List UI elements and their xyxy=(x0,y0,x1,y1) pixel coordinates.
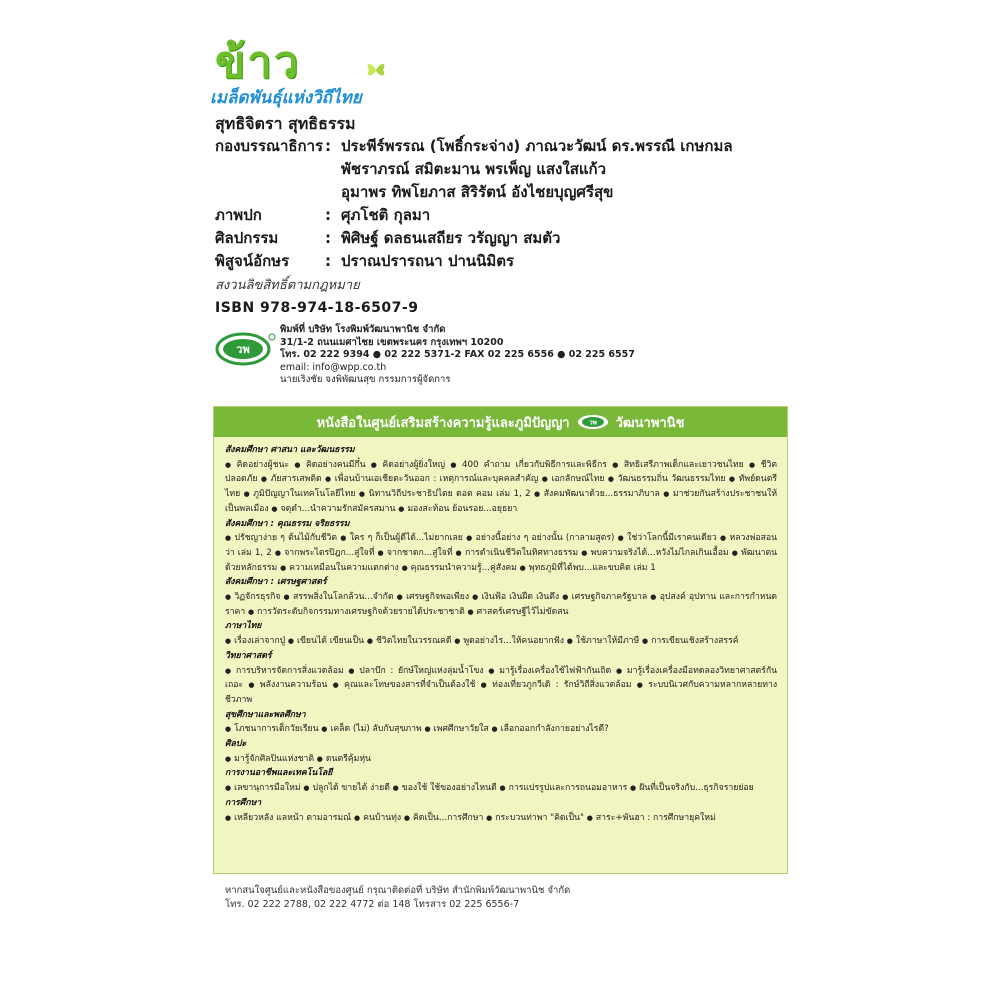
book-title: ● จากชาดก...สู่ใจที่ xyxy=(378,548,453,558)
book-title: ● คิดอย่างผู้ยิ่งใหญ่ xyxy=(371,460,445,470)
publisher-line: 31/1-2 ถนนเมศาไชย เขตพระนคร กรุงเทพฯ 10200 xyxy=(280,336,504,348)
isbn: ISBN 978-974-18-6507-9 xyxy=(215,300,419,316)
category-items xyxy=(225,590,777,619)
book-title: ● มารู้เรื่องเครื่องใช้ไฟฟ้ากันเถิด xyxy=(488,666,611,676)
book-title: ● เขียนได้ เขียนเป็น xyxy=(288,636,364,646)
credit-value: ปราณปรารถนา ปานนิมิตร xyxy=(341,252,515,270)
book-title: ● เรื่องเล่าจากปู่ xyxy=(225,636,285,646)
book-title: ● คิดอย่างผู้ชนะ xyxy=(225,460,289,470)
book-logo xyxy=(210,37,415,120)
category-items xyxy=(225,781,777,796)
publisher-info xyxy=(280,324,635,387)
book-title: ● ภัยสารเสพติด xyxy=(261,474,322,484)
credit-label: ภาพปก xyxy=(215,206,262,224)
book-title: ● 400 คำถาม เกี่ยวกับพิธีการและพิธีกร xyxy=(450,460,607,470)
book-title: ● เอกลักษณ์ไทย xyxy=(542,474,605,484)
publisher-line: โทร. 02 222 9394 ● 02 222 5371-2 FAX 02 225 6556 ● 02 225 6557 xyxy=(280,349,635,360)
book-title: ● ความเหมือนในความแตกต่าง xyxy=(280,563,399,573)
credit-value: ศุภโชติ กุลมา xyxy=(341,206,431,224)
credit-colon: : xyxy=(325,137,331,155)
category-items xyxy=(225,811,777,826)
book-list-header-text: หนังสือในศูนย์เสริมสร้างความรู้และภูมิปัญญา xyxy=(316,415,570,431)
book-title: ● เหลียวหลัง แลหน้า ตามอารมณ์ xyxy=(225,813,351,823)
book-title: ● พบความจริงได้...หวังไม่ไกลเกินเอื้อม xyxy=(581,548,728,558)
category-items xyxy=(225,634,777,649)
book-title: ● คิดอย่างคนมีกึ๋น xyxy=(294,460,365,470)
category-items xyxy=(225,722,777,737)
book-title: ● เลขานุการมือใหม่ xyxy=(225,783,301,793)
author-name: สุทธิจิตรา สุทธิธรรม xyxy=(215,114,356,133)
credit-row xyxy=(215,158,975,181)
mini-logo-text: วพ xyxy=(588,418,597,427)
book-title: ● เพื่อนบ้านเอเชียตะวันออก : เหตุการณ์และบุคคลสำคัญ xyxy=(325,474,538,484)
logo-title: ข้าว xyxy=(215,37,301,88)
category-title: สุขศึกษาและพลศึกษา xyxy=(225,709,306,720)
book-title: ● สาระ+พันฮา : การศึกษายุคใหม่ xyxy=(587,813,716,823)
book-title: ● ภูมิปัญญาในเทคโนโลยีไทย xyxy=(244,489,356,499)
category-items xyxy=(225,664,777,708)
credit-colon: : xyxy=(325,206,331,224)
book-title: ● พัฒนาตนด้วยหลักธรรม xyxy=(225,548,777,573)
mini-publisher-logo xyxy=(576,414,610,430)
book-title: ● กระบวนท่าพา "คิดเป็น" xyxy=(486,813,584,823)
footer-line: โทร. 02 222 2788, 02 222 4772 ต่อ 148 โทรสาร 02 225 6556-7 xyxy=(225,899,520,910)
book-title: ● โภชนาการเด็กวัยเรียน xyxy=(225,724,319,734)
category-title: ภาษาไทย xyxy=(225,621,262,632)
book-title: ● มองสะท้อน ย้อนรอย...อยุธยา xyxy=(398,504,517,514)
book-title: ● สังคมพัฒนาด้วย...ธรรมาภิบาล xyxy=(534,489,660,499)
book-title: ● คนบ้านทุ่ง xyxy=(354,813,401,823)
book-title: ● เพศศึกษาวัยใส xyxy=(425,724,489,734)
publisher-email[interactable]: email: info@wpp.co.th xyxy=(280,361,387,373)
book-title: ● เศรษฐกิจภาครัฐบาล xyxy=(562,592,647,602)
book-title: ● การเขียนเชิงสร้างสรรค์ xyxy=(642,636,739,646)
book-title: ● ฝันที่เป็นจริงกับ...ธุรกิจรายย่อย xyxy=(630,783,754,793)
category-title: ศิลปะ xyxy=(225,739,247,750)
book-list-header xyxy=(214,407,787,437)
credits-block xyxy=(215,112,975,273)
category-title: สังคมศึกษา ศาสนา และวัฒนธรรม xyxy=(225,445,355,455)
book-title: ● ของใช้ ใช้ของอย่างไหนดี xyxy=(393,783,497,793)
book-title: ● ใช้ภาษาให้มีภาษี xyxy=(567,636,639,646)
book-title: ● วิฏจักรธุรกิจ xyxy=(225,592,280,602)
publisher-logo xyxy=(215,332,277,366)
credit-row xyxy=(215,227,975,250)
credit-label: ศิลปกรรม xyxy=(215,229,279,247)
book-title: ● พูดอย่างไร...ให้คนอยากฟัง xyxy=(454,636,564,646)
book-title: ● ปลาบึก : ยักษ์ใหญ่แห่งลุ่มน้ำโขง xyxy=(348,666,483,676)
book-title: ● มารู้เรื่องเครื่องมือทดลองวิทยาศาสตร์กันเถอะ xyxy=(225,666,777,691)
contact-footer xyxy=(225,884,570,912)
category-items xyxy=(225,752,777,767)
credit-value: พิศิษฐ์ ดลธนเสถียร วรัญญา สมตัว xyxy=(341,229,561,247)
credit-row xyxy=(215,181,975,204)
book-title: ● ระบบนิเวศกับความหลากหลายทางชีวภาพ xyxy=(225,680,777,705)
logo-subtitle: เมล็ดพันธุ์แห่งวิถีไทย xyxy=(210,88,362,108)
book-title: ● พลังงานความร้อน xyxy=(248,680,327,690)
category-title: วิทยาศาสตร์ xyxy=(225,650,272,661)
copyright-notice: สงวนลิขสิทธิ์ตามกฎหมาย xyxy=(215,278,360,293)
credit-value: ประพีร์พรรณ (โพธิ์กระจ่าง) ภาณวะวัฒน์ ดร.พรรณี เกษกมล xyxy=(341,137,733,155)
butterfly-icon xyxy=(365,60,387,80)
book-list-header-publisher: วัฒนาพานิช xyxy=(615,415,685,431)
credit-row xyxy=(215,250,975,273)
book-title: ● เศรษฐกิจพอเพียง xyxy=(397,592,469,602)
book-title: ● ท่องเที่ยวภูกวีเดิ : รักษ์วิถีสิ่งแวดล้อม xyxy=(481,680,632,690)
book-title: ● มารู้จักศิลปินแห่งชาติ xyxy=(225,754,314,764)
credit-row xyxy=(215,135,975,158)
book-title: ● ใคร ๆ ก็เป็นผู้ดีได้...ไม่ยากเลย xyxy=(340,533,463,543)
book-title: ● ปลูกได้ ขายได้ ง่ายดี xyxy=(303,783,390,793)
credit-value: พัชราภรณ์ สมิตะมาน พรเพ็ญ แสงใสแก้ว xyxy=(341,160,607,178)
book-title: ● จากพระไตรปิฎก...สู่ใจที่ xyxy=(275,548,375,558)
footer-line: หากสนใจศูนย์และหนังสือของศูนย์ กรุณาติดต่อที่ บริษัท สำนักพิมพ์วัฒนาพานิช จำกัด xyxy=(225,885,571,896)
book-title: ● การดำเนินชีวิตในทิศทางธรรม xyxy=(456,548,579,558)
book-title: ● วัฒนธรรมถิ่น วัฒนธรรมไทย xyxy=(608,474,726,484)
book-title: ● นิทานวิถีประชาธิปไตย ดอต คอม เล่ม 1, 2 xyxy=(359,489,531,499)
book-title: ● อุปสงค์ อุปทาน และการกำหนดราคา xyxy=(225,592,777,617)
publisher-line: นายเริงชัย จงพิพัฒนสุข กรรมการผู้จัดการ xyxy=(280,374,451,385)
book-title: ● ทัพย์ดนตรีไทย xyxy=(225,474,777,499)
book-list-body xyxy=(214,437,787,825)
publisher-logo-text: วพ xyxy=(236,343,250,356)
book-title: ● สิทธิเสรีภาพเด็กและเยาวชนไทย xyxy=(612,460,744,470)
book-title: ● ศาสตร์เศรษฐีไว้ไม่ขัดสน xyxy=(468,607,569,617)
book-title: ● ดนตรีคุ้มหุ่น xyxy=(317,754,371,764)
book-title: ● การบริหารจัดการสิ่งแวดล้อม xyxy=(225,666,344,676)
book-title: ● ชีวิตไทยในวรรณคดี xyxy=(367,636,452,646)
publisher-line: พิมพ์ที่ บริษัท โรงพิมพ์วัฒนาพานิช จำกัด xyxy=(280,324,446,335)
credit-colon: : xyxy=(325,229,331,247)
category-title: การงานอาชีพและเทคโนโลยี xyxy=(225,768,333,779)
book-title: ● ชีวิตปลอดภัย xyxy=(225,460,777,485)
book-title: ● การแปรรูปและการถนอมอาหาร xyxy=(499,783,627,793)
category-title: การศึกษา xyxy=(225,797,262,808)
credit-row xyxy=(215,204,975,227)
book-title: ● เคล็ด (ไม่) ลับกับสุขภาพ xyxy=(321,724,421,734)
credit-colon: : xyxy=(325,252,331,270)
category-title: สังคมศึกษา : เศรษฐศาสตร์ xyxy=(225,577,327,588)
category-items xyxy=(225,531,777,575)
credit-label: กองบรรณาธิการ xyxy=(215,137,324,155)
credit-value: อุมาพร ทิพโยภาส สิริรัตน์ อังไชยบุญศรีสุข xyxy=(341,183,614,201)
category-items xyxy=(225,458,777,517)
book-title: ● จดุดำ...นำความรักสมัครสมาน xyxy=(271,504,395,514)
book-title: ● เงินฟ้อ เงินฝืด เงินตึง xyxy=(472,592,559,602)
credit-label: พิสูจน์อักษร xyxy=(215,252,290,270)
book-title: ● คุณและโทษของสารที่จำเป็นต้องใช้ xyxy=(333,680,476,690)
book-title: ● การวัดระดับกิจกรรมทางเศรษฐกิจด้วยรายได้ประชาชาติ xyxy=(248,607,465,617)
book-title: ● ปรัชญาง่าย ๆ ต้นไม้กับชีวิต xyxy=(225,533,337,543)
book-title: ● คุณธรรมนำความรู้...คู่สังคม xyxy=(402,563,517,573)
book-title: ● ใช่ว่าโลกนี้มีเราคนเดียว xyxy=(618,533,717,543)
category-title: สังคมศึกษา : คุณธรรม จริยธรรม xyxy=(225,518,350,529)
book-title: ● คิดเป็น...การศึกษา xyxy=(404,813,483,823)
book-title: ● เลือกออกกำลังกายอย่างไรดี? xyxy=(492,724,609,734)
book-title: ● อย่างนี้อย่าง ๆ อย่างนั้น (กาลามสูตร) xyxy=(466,533,614,543)
book-title: ● หลวงพ่อสอนว่า เล่ม 1, 2 xyxy=(225,533,777,558)
book-list-box xyxy=(213,406,788,874)
book-title: ● สรรพสิ่งในโลกล้วน...จำกัด xyxy=(284,592,394,602)
book-title: ● พุทธภูมิที่ได้พบ...และขบคิด เล่ม 1 xyxy=(520,563,656,573)
book-title: ● มาช่วยกันสร้างประชาชนให้เป็นพลเมือง xyxy=(225,489,777,514)
